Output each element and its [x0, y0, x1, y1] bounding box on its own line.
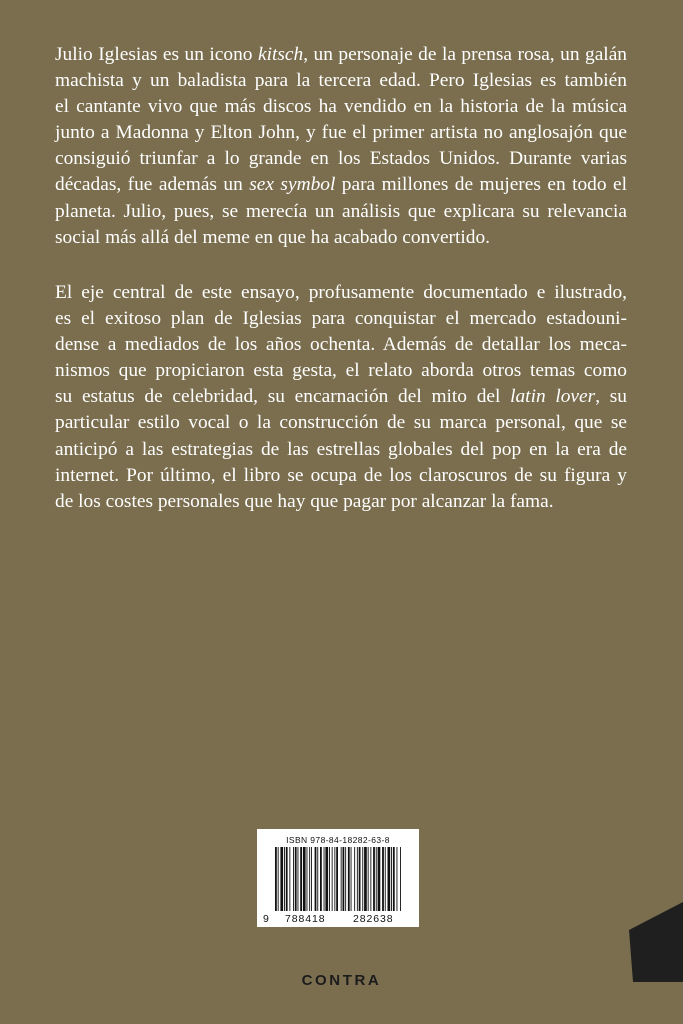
isbn-label: ISBN 978-84-18282-63-8 [286, 835, 390, 845]
barcode-bar [348, 847, 350, 911]
barcode-bar [397, 847, 398, 911]
text-line [55, 437, 627, 463]
barcode-bar [336, 847, 338, 911]
barcode-bar [307, 847, 308, 911]
barcode-bar [300, 847, 302, 911]
synopsis-paragraph-1 [55, 42, 627, 251]
text-segment: es el exitoso plan de Iglesias para conquistar el mercado estadouni- [55, 308, 627, 330]
barcode-bar [320, 847, 322, 911]
text-segment: , su [595, 386, 627, 408]
text-segment: , un personaje de la prensa rosa, un galán [303, 44, 627, 65]
text-segment: el cantante vivo que más discos ha vendido en la historia de la música [55, 96, 627, 118]
italic-text: sex symbol [249, 174, 336, 196]
barcode-bar [351, 847, 352, 911]
italic-text: kitsch [257, 44, 304, 65]
text-line [55, 225, 627, 251]
barcode-bar [295, 847, 297, 911]
barcode-bar [368, 847, 369, 911]
text-line [55, 463, 627, 489]
barcode-bar [284, 847, 285, 911]
text-segment: su estatus de celebridad, su encarnación del mito del [55, 386, 511, 408]
barcode-bar [325, 847, 328, 911]
barcode-bar [286, 847, 288, 911]
barcode-bar [370, 847, 371, 911]
barcode-bar [332, 847, 333, 911]
barcode-bar [341, 847, 342, 911]
isbn-barcode [257, 829, 419, 927]
italic-text: latin lover [510, 386, 596, 408]
text-line [55, 42, 627, 68]
text-line [55, 172, 627, 198]
barcode-bar [293, 847, 294, 911]
text-line [55, 489, 627, 515]
barcode-bar [393, 847, 395, 911]
barcode-bar [343, 847, 345, 911]
corner-tab-polygon [629, 902, 683, 982]
barcode-bar [334, 847, 335, 911]
text-segment: planeta. Julio, pues, se merecía un análisis que explicara su relevancia [55, 200, 627, 222]
text-segment: particular estilo vocal o la construcción de su marca personal, que se [55, 412, 627, 434]
text-line [55, 384, 627, 410]
barcode-bar [357, 847, 358, 911]
barcode-bar [289, 847, 290, 911]
text-segment: consiguió triunfar a lo grande en los Estados Unidos. Durante varias [55, 148, 627, 170]
text-segment: décadas, fue además un [55, 174, 250, 196]
barcode-digit-group-1: 788418 [285, 913, 326, 925]
barcode-bar [275, 847, 277, 911]
barcode-bar [309, 847, 310, 911]
text-segment: El eje central de este ensayo, profusamente documentado e ilustrado, [55, 282, 627, 303]
text-line [55, 120, 627, 146]
barcode-bar [376, 847, 377, 911]
text-segment: social más allá del meme en que ha acabado convertido. [55, 226, 491, 248]
text-segment: Julio Iglesias es un icono [55, 44, 258, 65]
text-segment: internet. Por último, el libro se ocupa de los claroscuros de su figura y [55, 464, 627, 486]
barcode-bars [275, 847, 401, 913]
text-line [55, 332, 627, 358]
text-line [55, 68, 627, 94]
text-segment: para millones de mujeres en todo el [335, 174, 627, 196]
barcode-bar [298, 847, 299, 911]
barcode-bar [324, 847, 325, 911]
text-line [55, 280, 627, 306]
barcode-bar [345, 847, 346, 911]
barcode-bar [359, 847, 361, 911]
barcode-bar [385, 847, 386, 911]
barcode-bar [311, 847, 312, 911]
text-line [55, 358, 627, 384]
text-segment: anticipó a las estrategias de las estrellas globales del pop en la era de [55, 438, 627, 460]
text-line [55, 146, 627, 172]
barcode-bar [400, 847, 401, 911]
barcode-bar [388, 847, 391, 911]
text-segment: machista y un baladista para la tercera edad. Pero Iglesias es también [55, 70, 627, 92]
barcode-bar [278, 847, 279, 911]
text-segment: nismos que propiciaron esta gesta, el relato aborda otros temas como [55, 360, 627, 382]
text-line [55, 199, 627, 225]
text-segment: de los costes personales que hay que pagar por alcanzar la fama. [55, 490, 554, 512]
barcode-digit-group-2: 282638 [353, 913, 394, 925]
corner-tab-shape [629, 902, 683, 982]
barcode-bar [362, 847, 363, 911]
barcode-bar [280, 847, 283, 911]
text-line [55, 94, 627, 120]
barcode-bar [329, 847, 330, 911]
barcode-bar [382, 847, 384, 911]
text-line [55, 410, 627, 436]
synopsis-paragraph-2 [55, 280, 627, 515]
barcode-bar [378, 847, 381, 911]
publisher-logo: CONTRA [301, 972, 382, 989]
barcode-bar [364, 847, 367, 911]
barcode-bar [391, 847, 392, 911]
barcode-bar [315, 847, 317, 911]
barcode-bar [373, 847, 375, 911]
barcode-bar [354, 847, 355, 911]
barcode-digit-first: 9 [263, 913, 269, 925]
text-segment: junto a Madonna y Elton John, y fue el primer artista no anglosajón que [55, 122, 627, 144]
text-line [55, 306, 627, 332]
text-segment: dense a mediados de los años ochenta. Además de detallar los meca- [55, 334, 627, 356]
barcode-bar [317, 847, 318, 911]
barcode-bar [303, 847, 306, 911]
